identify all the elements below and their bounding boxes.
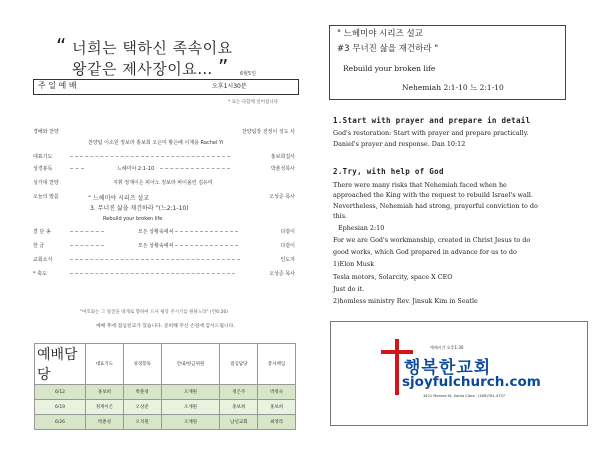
- church-address: 3421 Monroe St. Santa Clara · (408)761-4757: [423, 394, 506, 398]
- program-key: 결 단 송: [33, 229, 51, 235]
- logo-service-time: 예배시간 오후1:30: [430, 345, 464, 350]
- section-2-line: Ephesian 2:10: [338, 224, 385, 232]
- schedule-cell: 오상준: [123, 400, 161, 415]
- sermon-series: “ 느헤미야 시리즈 설교: [88, 195, 149, 202]
- schedule-header: 대표기도: [86, 344, 124, 385]
- lunch-notice: 예배 후에 점심친교가 있습니다. 준비해 주신 손길에 감사드립니다.: [96, 324, 235, 329]
- schedule-cell: 홍보희: [220, 400, 258, 415]
- church-name: 행복한교회: [404, 358, 492, 378]
- schedule-cell: 남선교회: [220, 415, 258, 430]
- stand-note: * 표는 다함께 일어섭니다: [228, 100, 279, 105]
- sermon-series-line: " 느헤미야 시리즈 설교: [337, 29, 423, 39]
- section-2-line: 2)homless ministry Rev. Jinsuk Kim in Seatle: [333, 297, 478, 305]
- program-right: 홍보희집사: [270, 154, 295, 160]
- service-label: 주 일 예 배: [38, 81, 77, 90]
- program-key: 성경봉독: [33, 166, 53, 172]
- program-key: 오늘의 말씀: [33, 194, 59, 200]
- scripture-reference: Nehemiah 2:1-10 느 2:1-10: [402, 83, 504, 92]
- section-2-heading: 2.Try, with help of God: [333, 167, 444, 176]
- schedule-cell: 박정숙: [258, 385, 296, 400]
- program-right: 다같이: [280, 229, 295, 235]
- close-quote: ”: [217, 55, 229, 79]
- leader-line: [70, 259, 240, 260]
- schedule-cell: 박춘성: [123, 385, 161, 400]
- section-1-line: God's restoration: Start with prayer and prepare practically.: [333, 129, 529, 137]
- schedule-header: 봉사책임: [258, 344, 296, 385]
- program-key: 성가대 찬양: [33, 180, 59, 186]
- schedule-header: 성경봉독: [123, 344, 161, 385]
- program-right: 다같이: [280, 243, 295, 249]
- open-quote: “: [56, 34, 67, 58]
- section-1-heading: 1.Start with prayer and prepare in detail: [333, 116, 531, 125]
- schedule-cell: 정재이은: [86, 400, 124, 415]
- leader-line: [160, 245, 238, 246]
- schedule-cell: 최영라: [258, 415, 296, 430]
- section-2-line: Just do it.: [333, 285, 365, 293]
- program-key: 헌 금: [33, 243, 45, 249]
- section-2-line: Nevertheless, Nehemiah had strong, prayerful conviction to do: [333, 202, 538, 210]
- title-line-1-text: 너희는 택하신 족속이요: [72, 39, 233, 57]
- section-2-line: approached the King with the request to rebuild Israel's wall.: [333, 191, 533, 199]
- schedule-cell: 오지원: [123, 415, 161, 430]
- schedule-header-row: [35, 344, 296, 385]
- section-2-line: good works, which God prepared in advance for us to do: [333, 248, 517, 256]
- program-mid: 모든 상황속에서: [138, 243, 174, 249]
- leader-line: [70, 168, 84, 169]
- program-right: 박춘성목사: [270, 166, 295, 172]
- schedule-cell: 오재원: [161, 385, 220, 400]
- schedule-header: 안내/헌금위원: [161, 344, 220, 385]
- title-line-2: [72, 55, 229, 79]
- program-right: 오상준 목사: [269, 271, 295, 277]
- program-key: 교회소식: [33, 257, 53, 263]
- leader-line: [160, 231, 238, 232]
- program-mid: 지휘 정재이은 피아노 정보라 바이올린 김유미: [113, 180, 213, 186]
- section-2-line: There were many risks that Nehemiah faced when he: [333, 181, 507, 189]
- section-2-line: Tesla motors, Solarcity, space X CEO: [333, 273, 453, 281]
- section-1-line: Daniel's prayer and response. Dan 10:12: [333, 140, 466, 148]
- leader-line: [70, 273, 235, 274]
- program-right: 찬양팀장 전정이 성도 사: [241, 129, 295, 135]
- schedule-cell: 박춘성: [86, 415, 124, 430]
- schedule-cell: 홍보희: [258, 400, 296, 415]
- title-line-2-text: 왕같은 제사장이요…: [72, 60, 213, 78]
- schedule-date: 6/19: [35, 400, 86, 415]
- table-row: [35, 400, 296, 415]
- table-row: [35, 415, 296, 430]
- sermon-english: Rebuild your broken life: [103, 216, 163, 222]
- program-key: * 축도: [33, 271, 47, 277]
- program-right: 인도자: [280, 257, 295, 263]
- program-key: 대표기도: [33, 154, 53, 160]
- program-mid: 모든 상황속에서: [138, 229, 174, 235]
- section-2-line: For we are God's workmanship, created in Christ Jesus to do: [333, 236, 531, 244]
- leader-line: [70, 231, 104, 232]
- schedule-date: 6/26: [35, 415, 86, 430]
- title-date: 6월5일: [240, 71, 257, 77]
- blessing-quote: "여호와는 그 얼굴을 네게로 향하여 드사 평강 주시기를 원하노라" (민6:26): [80, 310, 228, 315]
- sermon-title-line: #3 무너진 삶을 재건하라 ": [337, 44, 439, 54]
- schedule-table: [34, 343, 296, 430]
- program-key: 경배와 찬양: [33, 129, 59, 135]
- leader-line: [160, 168, 230, 169]
- schedule-date: 6/12: [35, 385, 86, 400]
- program-right: 오상준 목사: [269, 194, 295, 200]
- schedule-cell: 정은주: [220, 385, 258, 400]
- sermon-english-title: Rebuild your broken life: [343, 64, 436, 73]
- schedule-cell: 홍보희: [86, 385, 124, 400]
- leader-line: [70, 245, 104, 246]
- section-2-line: this.: [333, 212, 348, 220]
- schedule-cell: 오재원: [161, 415, 220, 430]
- leader-line: [70, 156, 230, 157]
- schedule-header: 점심담당: [220, 344, 258, 385]
- schedule-cell: 오재원: [161, 400, 220, 415]
- church-website: sjoyfulchurch.com: [402, 374, 541, 390]
- cross-icon: [395, 339, 399, 395]
- service-time: 오후1시30분: [212, 83, 247, 90]
- schedule-title: 예배담당: [35, 344, 86, 385]
- program-mid: 느헤미야 2:1-10: [117, 166, 155, 172]
- sermon-title: 3. 무너진 삶을 재건하라 ”(느2:1-10): [90, 205, 189, 212]
- table-row: [35, 385, 296, 400]
- section-2-line: 1)Elon Musk: [333, 260, 375, 268]
- program-mid: 찬양팀 이소원 정보라 홍보희 오은미 황은배 이재용 Rachel Yi: [88, 140, 224, 146]
